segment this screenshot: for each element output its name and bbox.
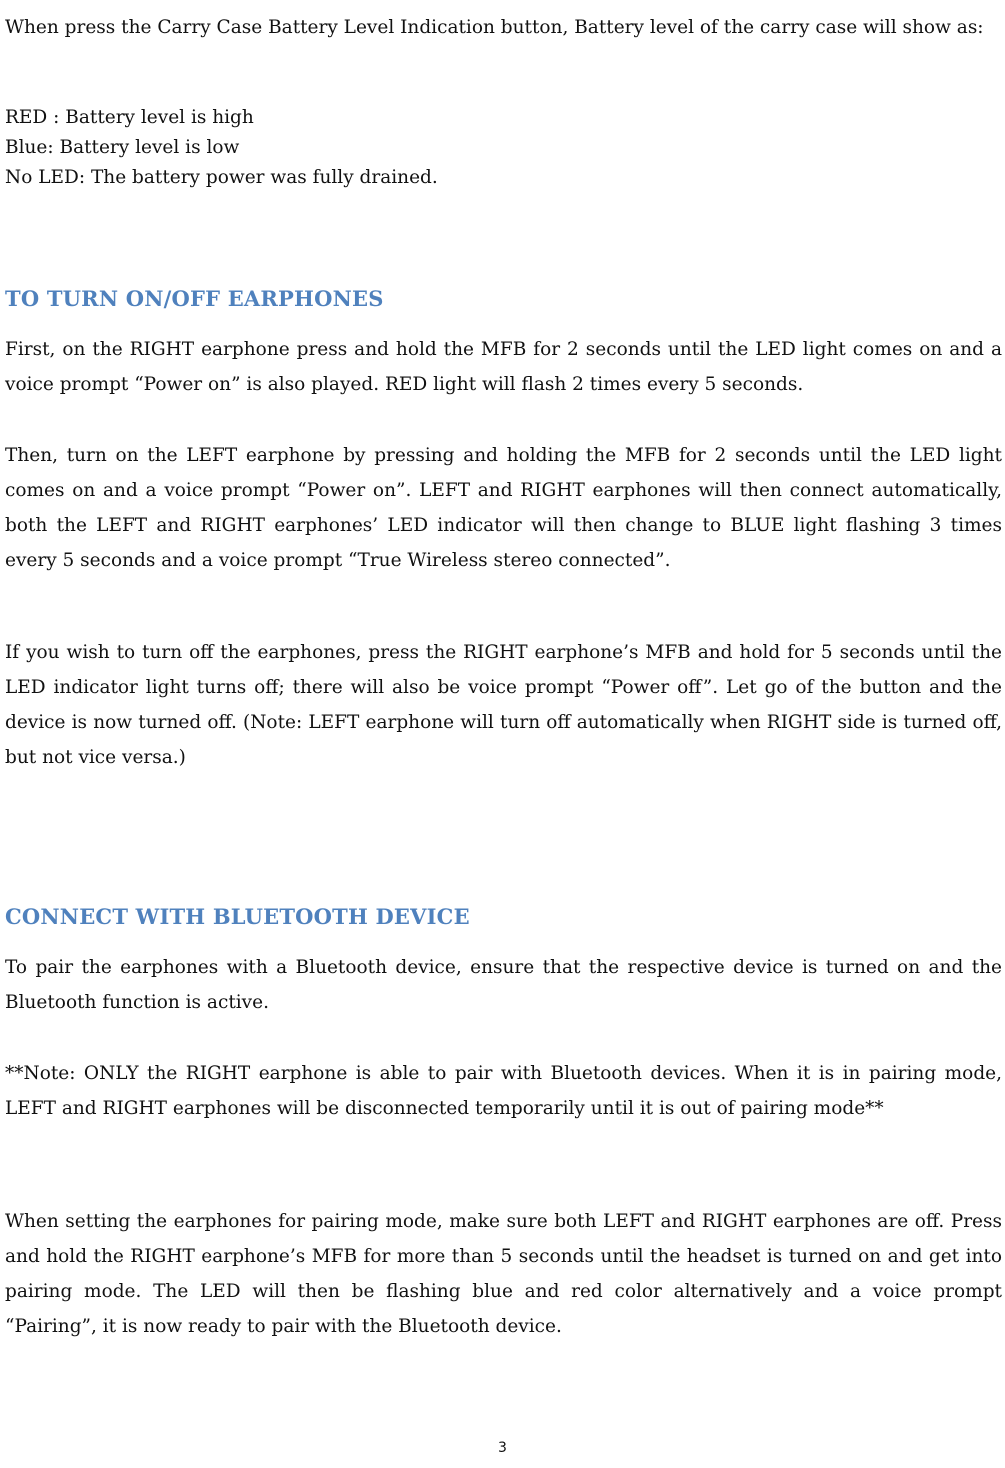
battery-intro-paragraph: When press the Carry Case Battery Level Indication button, Battery level of the carry case will show as:: [5, 17, 984, 38]
battery-level-none: No LED: The battery power was fully drained.: [5, 167, 438, 188]
power-on-left-paragraph: Then, turn on the LEFT earphone by pressing and holding the MFB for 2 seconds until the LED light comes on and a voice prompt “Power on”. LEFT and RIGHT earphones will then connect automatically, both the LEFT and RIGHT earphones’ LED indicator will then change to BLUE light flashing 3 times every 5 seconds and a voice prompt “True Wireless stereo connected”.: [5, 445, 1002, 571]
battery-level-red: RED : Battery level is high: [5, 107, 254, 128]
battery-level-list: [5, 103, 1002, 193]
bluetooth-note-paragraph: **Note: ONLY the RIGHT earphone is able to pair with Bluetooth devices. When it is in pairing mode, LEFT and RIGHT earphones will be disconnected temporarily until it is out of pairing mode**: [5, 1063, 1002, 1119]
page-number: 3: [498, 1440, 507, 1456]
bluetooth-pair-paragraph: To pair the earphones with a Bluetooth device, ensure that the respective device is turned on and the Bluetooth function is active.: [5, 957, 1002, 1013]
section-heading-turn-on-off: TO TURN ON/OFF EARPHONES: [5, 286, 384, 311]
pairing-mode-paragraph: When setting the earphones for pairing mode, make sure both LEFT and RIGHT earphones are off. Press and hold the RIGHT earphone’s MFB for more than 5 seconds until the headset is turned on and get into pairing mode. The LED will then be flashing blue and red color alternatively and a voice prompt “Pairing”, it is now ready to pair with the Bluetooth device.: [5, 1211, 1002, 1337]
battery-level-blue: Blue: Battery level is low: [5, 137, 240, 158]
power-on-right-paragraph: First, on the RIGHT earphone press and hold the MFB for 2 seconds until the LED light comes on and a voice prompt “Power on” is also played. RED light will flash 2 times every 5 seconds.: [5, 339, 1002, 395]
section-heading-bluetooth: CONNECT WITH BLUETOOTH DEVICE: [5, 904, 470, 929]
power-off-paragraph: If you wish to turn off the earphones, press the RIGHT earphone’s MFB and hold for 5 seconds until the LED indicator light turns off; there will also be voice prompt “Power off”. Let go of the button and the device is now turned off. (Note: LEFT earphone will turn off automatically when RIGHT side is turned off, but not vice versa.): [5, 642, 1002, 768]
